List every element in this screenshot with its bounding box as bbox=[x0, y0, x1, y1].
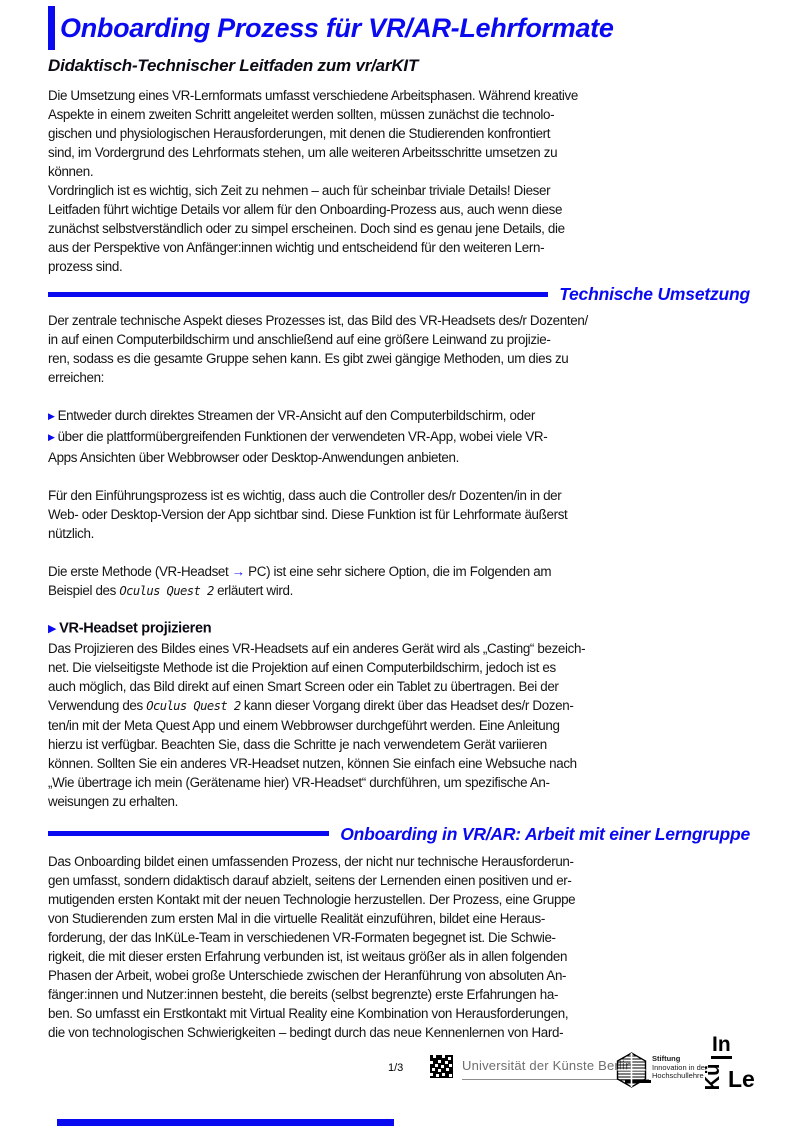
paragraph-einfuehrungsprozess bbox=[48, 486, 610, 543]
text-line: Beispiel des Oculus Quest 2 erläutert wird. bbox=[48, 583, 293, 598]
stiftung-line-2: Innovation in der bbox=[652, 1062, 708, 1072]
bullet-item-plattform bbox=[48, 427, 610, 467]
text-line: erreichen: bbox=[48, 370, 105, 385]
udk-label: Universität der Künste Berlin bbox=[462, 1058, 633, 1073]
text-line: hierzu ist verfügbar. Beachten Sie, dass die Schritte je nach verwendetem Gerät variieren bbox=[48, 736, 547, 752]
text-line: Verwendung des Oculus Quest 2 kann dieser Vorgang direkt über das Headset des/r Dozen- bbox=[48, 697, 574, 713]
text-line: Vordringlich ist es wichtig, sich Zeit zu nehmen – auch für scheinbar triviale Details! Dieser bbox=[48, 183, 551, 198]
paragraph-casting bbox=[48, 639, 610, 811]
text-line: Der zentrale technische Aspekt dieses Prozesses ist, das Bild des VR-Headsets des/r Dozenten/ bbox=[48, 313, 588, 328]
text-line: ▶ Entweder durch direktes Streamen der VR-Ansicht auf den Computerbildschirm, oder bbox=[48, 408, 535, 423]
section-heading-technische-umsetzung bbox=[48, 283, 750, 305]
title-accent-bar bbox=[48, 6, 55, 50]
stiftung-line-1: Stiftung bbox=[652, 1054, 681, 1063]
title-row bbox=[48, 6, 752, 50]
text-line: ben. So umfasst ein Erstkontakt mit Virtual Reality eine Kombination von Herausforderungen, bbox=[48, 1005, 569, 1021]
section-rule bbox=[48, 831, 329, 836]
sub-heading-vr-headset-projizieren bbox=[48, 619, 610, 639]
text-line: gischen und physiologischen Herausforderungen, mit denen die Studierenden konfrontiert bbox=[48, 126, 551, 141]
document-header bbox=[48, 6, 752, 76]
stiftung-cube-icon bbox=[616, 1052, 647, 1088]
udk-pixel-logo-icon bbox=[430, 1055, 453, 1078]
document-body bbox=[48, 86, 750, 1042]
text-line: Das Projizieren des Bildes eines VR-Headsets auf ein anderes Gerät wird als „Casting“ bezeich- bbox=[48, 640, 586, 656]
section-title: Technische Umsetzung bbox=[559, 284, 750, 304]
text-line: mutigenden ersten Kontakt mit der neuen Technologie herzustellen. Der Prozess, eine Gruppe bbox=[48, 891, 576, 907]
inkule-logo-le: Le bbox=[728, 1066, 755, 1092]
text-line: fänger:innen und Nutzer:innen besteht, die bereits (selbst begrenzte) erste Erfahrungen ha- bbox=[48, 986, 559, 1002]
text-line: auch möglich, das Bild direkt auf einen Smart Screen oder ein Tablet zu übertragen. Bei der bbox=[48, 678, 559, 694]
text-line: prozess sind. bbox=[48, 259, 123, 274]
section-title: Onboarding in VR/AR: Arbeit mit einer Lerngruppe bbox=[340, 823, 750, 844]
text-line: Aspekte in einem zweiten Schritt angeleitet werden sollten, müssen zunächst die technolo- bbox=[48, 107, 555, 122]
text-line: können. Sollten Sie ein anderes VR-Headset nutzen, können Sie einfach eine Websuche nach bbox=[48, 755, 577, 771]
sub-heading-label: VR-Headset projizieren bbox=[59, 620, 212, 637]
udk-berlin-logo-group bbox=[430, 1055, 633, 1080]
inkule-logo bbox=[701, 1034, 767, 1094]
text-line: zunächst selbstverständlich oder zu simpel erscheinen. Doch sind es genau jene Details, die bbox=[48, 221, 565, 236]
text-line: net. Die vielseitigste Methode ist die Projektion auf einen Computerbildschirm, jedoch ist es bbox=[48, 659, 556, 675]
text-line: von Studierenden zum ersten Mal in die virtuelle Realität einzuführen, bildet eine Heraus- bbox=[48, 910, 545, 926]
inkule-logo-in: In bbox=[711, 1034, 732, 1059]
udk-wordmark bbox=[462, 1057, 633, 1080]
text-line: weisungen zu erhalten. bbox=[48, 793, 179, 809]
inkule-logo-kue: Kü bbox=[702, 1063, 724, 1091]
section-rule bbox=[48, 292, 548, 297]
text-line: „Wie übertrage ich mein (Gerätename hier) VR-Headset“ durchführen, um spezifische An- bbox=[48, 774, 550, 790]
page-subtitle: Didaktisch-Technischer Leitfaden zum vr/arKIT bbox=[48, 56, 419, 75]
text-line: Web- oder Desktop-Version der App sichtbar sind. Diese Funktion ist für Lehrformate äußerst bbox=[48, 507, 568, 522]
bullet-triangle-icon: ▶ bbox=[48, 622, 57, 635]
text-line: Für den Einführungsprozess ist es wichtig, dass auch die Controller des/r Dozenten/in in der bbox=[48, 488, 562, 503]
paragraph-intro-2 bbox=[48, 181, 610, 276]
paragraph-onboarding bbox=[48, 852, 610, 1042]
text-line: in auf einen Computerbildschirm und anschließend auf eine größere Leinwand zu projizie- bbox=[48, 332, 551, 347]
text-line: ten/in mit der Meta Quest App und einem Webbrowser durchgeführt werden. Eine Anleitung bbox=[48, 717, 560, 733]
stiftung-logo-group bbox=[616, 1052, 707, 1088]
text-line: Die erste Methode (VR-Headset → PC) ist eine sehr sichere Option, die im Folgenden am bbox=[48, 564, 552, 579]
paragraph-erste-methode bbox=[48, 562, 610, 601]
text-line: können. bbox=[48, 164, 94, 179]
text-line: sind, im Vordergrund des Lehrformats stehen, um alle weiteren Arbeitsschritte umsetzen zu bbox=[48, 145, 558, 160]
text-line: ▶ über die plattformübergreifenden Funktionen der verwendeten VR-App, wobei viele VR- bbox=[48, 429, 548, 444]
text-line: forderung, der das InKüLe-Team in verschiedenen VR-Formaten begegnet ist. Die Schwie- bbox=[48, 929, 556, 945]
page-title: Onboarding Prozess für VR/AR-Lehrformate bbox=[60, 13, 614, 43]
text-line: nützlich. bbox=[48, 526, 94, 541]
text-line: aus der Perspektive von Anfänger:innen wichtig und entscheidend für den weiteren Lern- bbox=[48, 240, 545, 255]
stiftung-line-3: Hochschullehre bbox=[652, 1071, 704, 1080]
text-line: ren, sodass es die gesamte Gruppe sehen kann. Es gibt zwei gängige Methoden, um dies zu bbox=[48, 351, 569, 366]
section-heading-onboarding bbox=[48, 823, 750, 845]
text-line: Die Umsetzung eines VR-Lernformats umfasst verschiedene Arbeitsphasen. Während kreative bbox=[48, 88, 578, 103]
paragraph-zentraler-aspekt bbox=[48, 311, 610, 387]
text-line: Phasen der Arbeit, wobei große Unterschiede zwischen der Heranführung von absoluten An- bbox=[48, 967, 567, 983]
text-line: rigkeit, die mit dieser ersten Erfahrung verbunden ist, ist weitaus größer als in allen folgenden bbox=[48, 948, 568, 964]
paragraph-intro-1 bbox=[48, 86, 610, 181]
text-line: Leitfaden führt wichtige Details vor allem für den Onboarding-Prozess aus, auch wenn diese bbox=[48, 202, 563, 217]
stiftung-wordmark bbox=[652, 1055, 707, 1081]
bottom-accent-bar bbox=[57, 1119, 394, 1126]
text-line: Das Onboarding bildet einen umfassenden Prozess, der nicht nur technische Herausforderun- bbox=[48, 853, 574, 869]
bullet-item-streamen bbox=[48, 406, 610, 427]
page-number: 1/3 bbox=[388, 1062, 404, 1074]
text-line: die von technologischen Schwierigkeiten – bedingt durch das neue Kennenlernen von Hard- bbox=[48, 1024, 564, 1040]
text-line: Apps Ansichten über Webbrowser oder Desktop-Anwendungen anbieten. bbox=[48, 450, 459, 465]
text-line: gen umfasst, sondern didaktisch darauf abzielt, seitens der Lernenden einen positiven und er- bbox=[48, 872, 572, 888]
